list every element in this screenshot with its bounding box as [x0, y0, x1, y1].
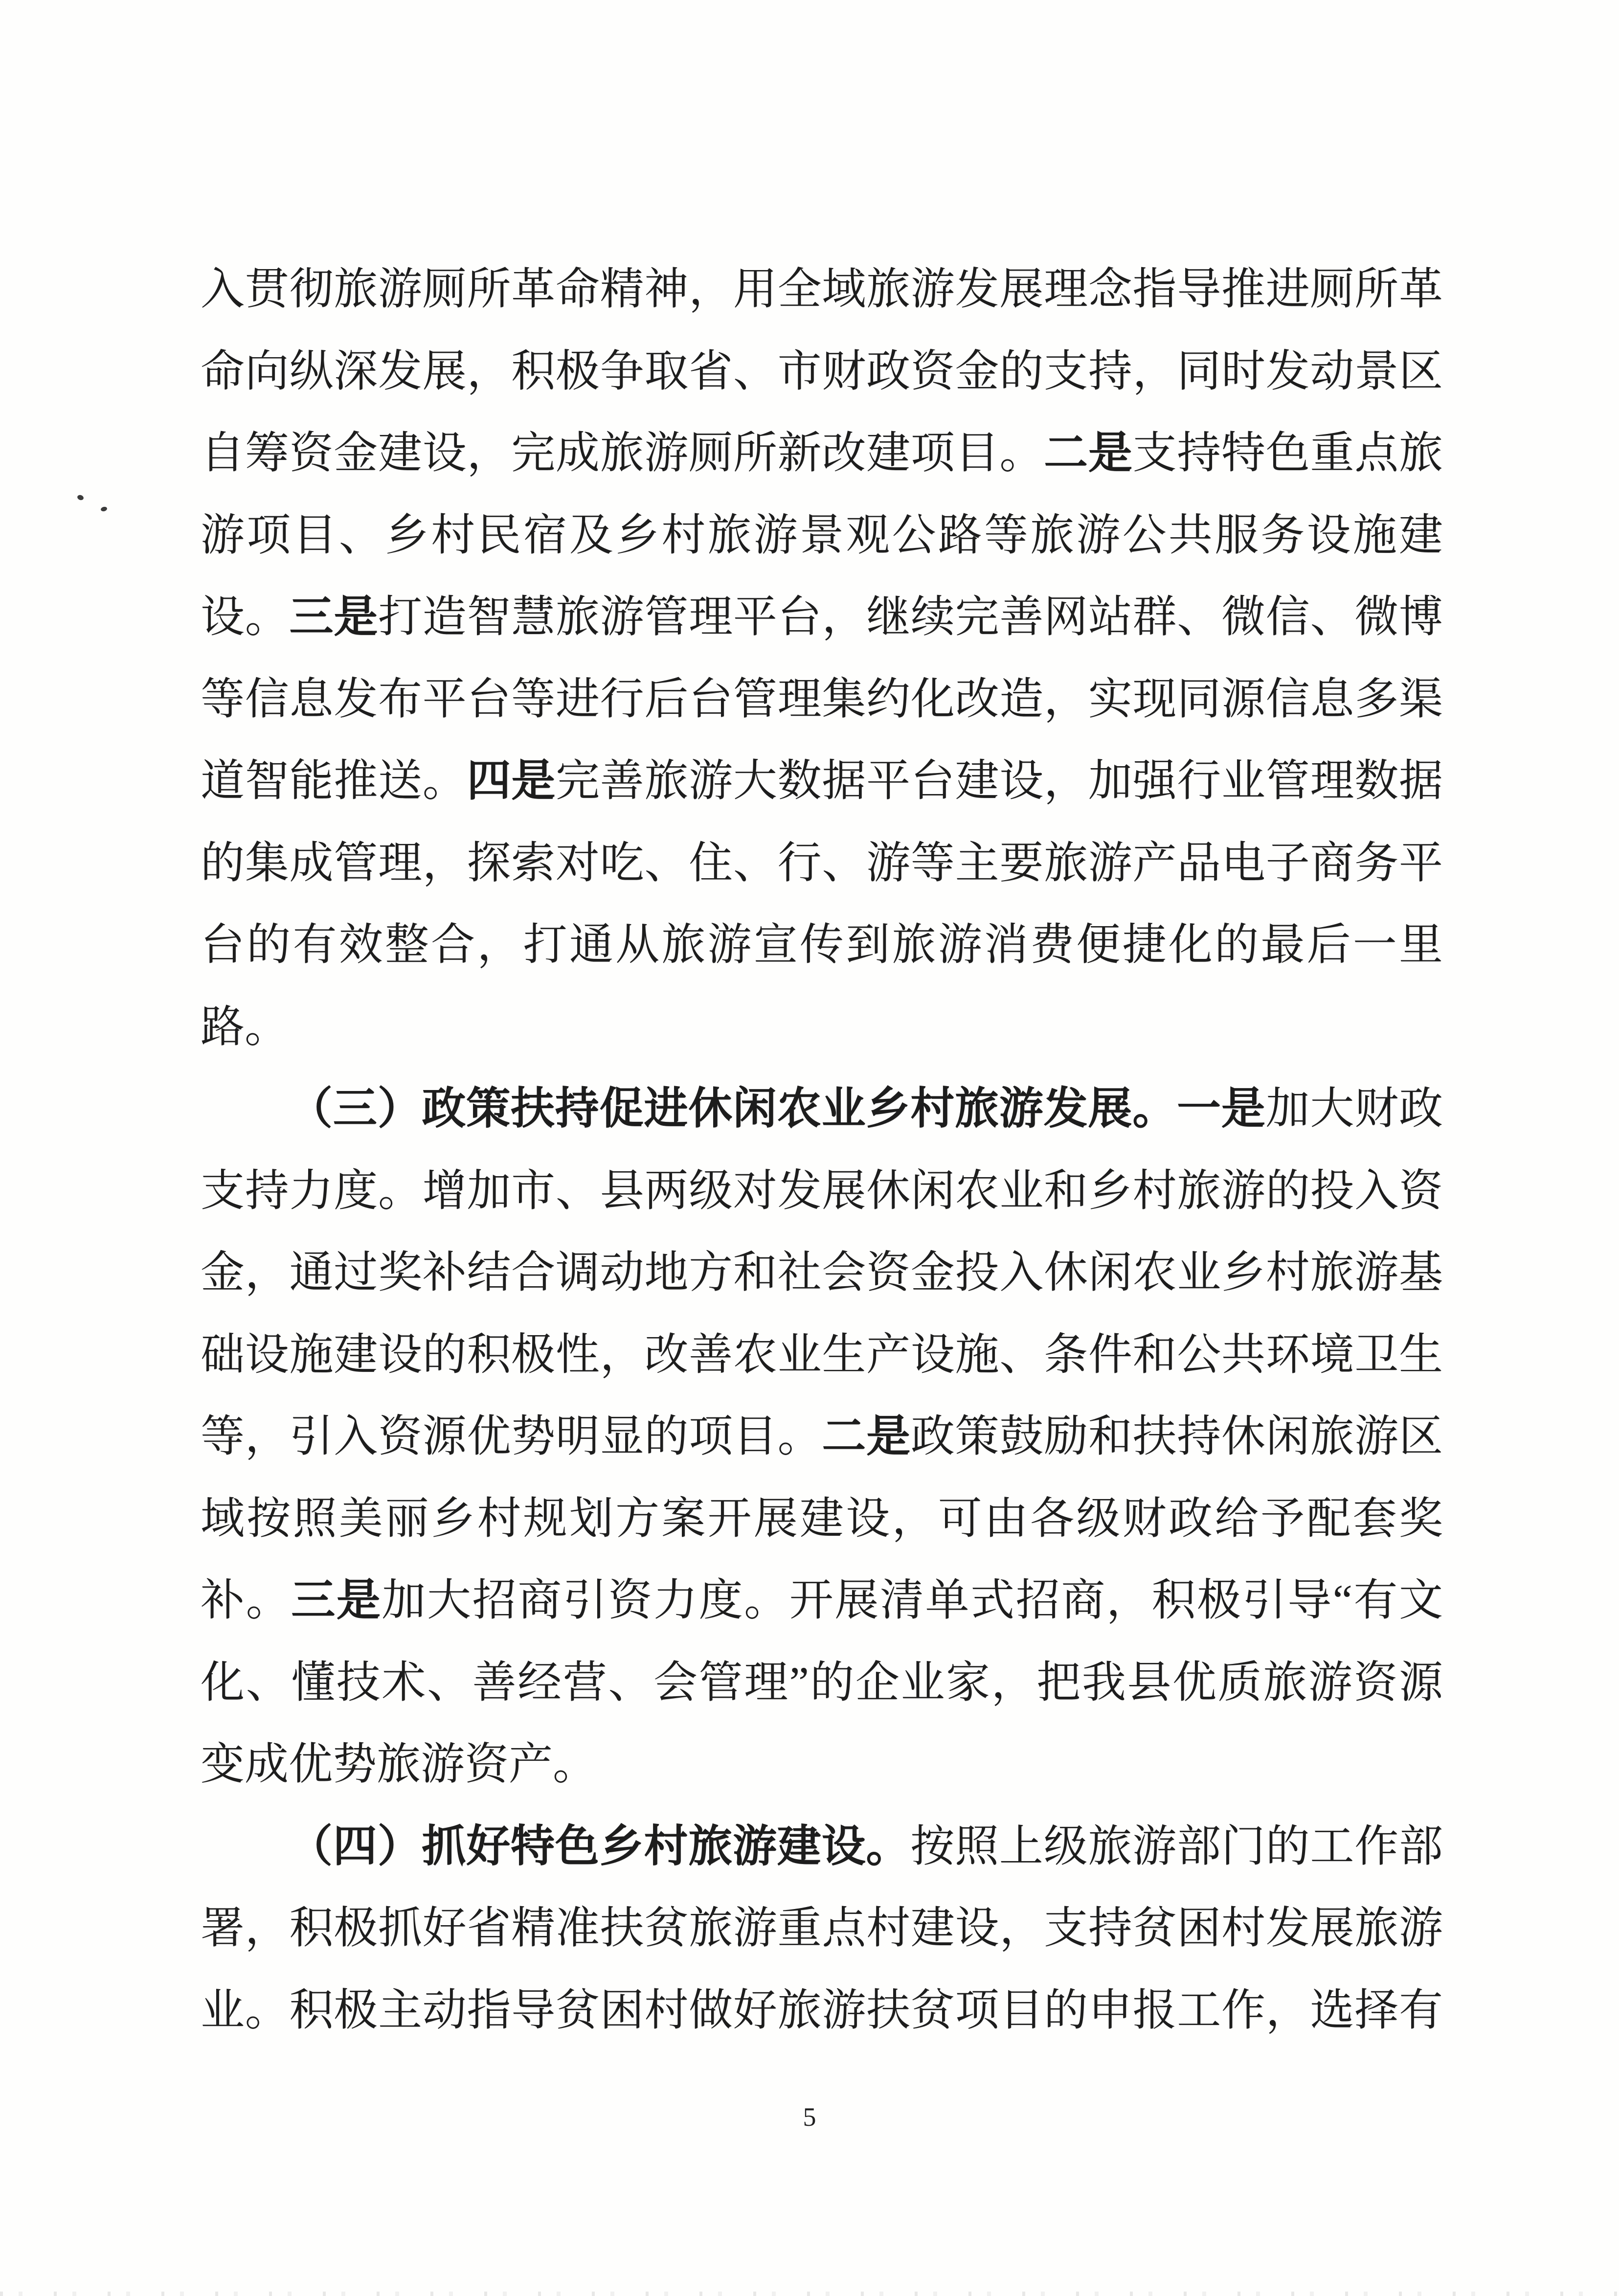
text-line	[201, 1970, 1443, 2052]
text-segment: 等，引入资源优势明显的项目。	[201, 1412, 822, 1461]
bold-text-segment: 四是	[467, 757, 556, 805]
bold-text-segment: （四）抓好特色乡村旅游建设。	[289, 1822, 911, 1871]
text-segment: 化、懂技术、善经营、会管理”的企业家，把我县优质旅游资源	[201, 1658, 1443, 1707]
text-line	[201, 740, 1443, 822]
text-line	[201, 249, 1443, 331]
text-segment: 道智能推送。	[201, 757, 467, 805]
text-line	[201, 1396, 1443, 1478]
scan-speck	[77, 494, 85, 501]
bold-text-segment: 二是	[1044, 429, 1133, 477]
bold-text-segment: （三）政策扶持促进休闲农业乡村旅游发展。	[289, 1085, 1177, 1133]
text-segment: 金，通过奖补结合调动地方和社会资金投入休闲农业乡村旅游基	[201, 1249, 1443, 1297]
text-segment: 设。	[201, 593, 290, 641]
text-line	[201, 822, 1443, 905]
text-line	[201, 1150, 1443, 1232]
text-segment: 变成优势旅游资产。	[201, 1740, 597, 1789]
text-segment: 业。积极主动指导贫困村做好旅游扶贫项目的申报工作，选择有	[201, 1986, 1443, 2035]
text-segment: 署，积极抓好省精准扶贫旅游重点村建设，支持贫困村发展旅游	[201, 1904, 1443, 1953]
text-line	[201, 1232, 1443, 1314]
bold-text-segment: 三是	[289, 593, 378, 641]
text-segment: 支持特色重点旅	[1132, 429, 1443, 477]
text-segment: 等信息发布平台等进行后台管理集约化改造，实现同源信息多渠	[201, 675, 1443, 724]
text-segment: 路。	[201, 1002, 289, 1051]
text-line	[201, 1068, 1443, 1150]
text-segment: 入贯彻旅游厕所革命精神，用全域旅游发展理念指导推进厕所革	[201, 265, 1443, 314]
text-line	[201, 1724, 1443, 1806]
text-segment: 政策鼓励和扶持休闲旅游区	[910, 1412, 1443, 1461]
text-line	[201, 495, 1443, 577]
text-segment: 加大招商引资力度。开展清单式招商，积极引导“有文	[382, 1576, 1443, 1625]
text-line	[201, 412, 1443, 495]
text-line	[201, 986, 1443, 1068]
text-line	[201, 1560, 1443, 1642]
text-line	[201, 1314, 1443, 1396]
scan-speck	[100, 506, 108, 512]
text-segment: 础设施建设的积极性，改善农业生产设施、条件和公共环境卫生	[201, 1330, 1443, 1379]
text-segment: 加大财政	[1265, 1085, 1443, 1133]
text-line	[201, 1478, 1443, 1560]
text-line	[201, 659, 1443, 741]
text-segment: 域按照美丽乡村规划方案开展建设，可由各级财政给予配套奖	[201, 1494, 1443, 1543]
scan-edge-noise	[0, 2292, 1619, 2296]
text-line	[201, 576, 1443, 659]
text-line	[201, 331, 1443, 413]
text-segment: 游项目、乡村民宿及乡村旅游景观公路等旅游公共服务设施建	[201, 511, 1443, 560]
text-segment: 支持力度。增加市、县两级对发展休闲农业和乡村旅游的投入资	[201, 1166, 1443, 1215]
text-segment: 打造智慧旅游管理平台，继续完善网站群、微信、微博	[378, 593, 1443, 641]
bold-text-segment: 一是	[1177, 1085, 1266, 1133]
text-segment: 补。	[201, 1576, 292, 1625]
page-number: 5	[803, 2102, 816, 2132]
bold-text-segment: 二是	[822, 1412, 911, 1461]
text-segment: 按照上级旅游部门的工作部	[910, 1822, 1443, 1871]
text-segment: 命向纵深发展，积极争取省、市财政资金的支持，同时发动景区	[201, 347, 1443, 396]
text-segment: 完善旅游大数据平台建设，加强行业管理数据	[555, 757, 1443, 805]
text-segment: 自筹资金建设，完成旅游厕所新改建项目。	[201, 429, 1044, 477]
text-segment: 的集成管理，探索对吃、住、行、游等主要旅游产品电子商务平	[201, 839, 1443, 887]
bold-text-segment: 三是	[291, 1576, 382, 1625]
document-body	[201, 249, 1443, 2051]
text-segment: 台的有效整合，打通从旅游宣传到旅游消费便捷化的最后一里	[201, 921, 1443, 969]
text-line	[201, 1642, 1443, 1724]
text-line	[201, 1806, 1443, 1888]
text-line	[201, 904, 1443, 986]
text-line	[201, 1887, 1443, 1970]
